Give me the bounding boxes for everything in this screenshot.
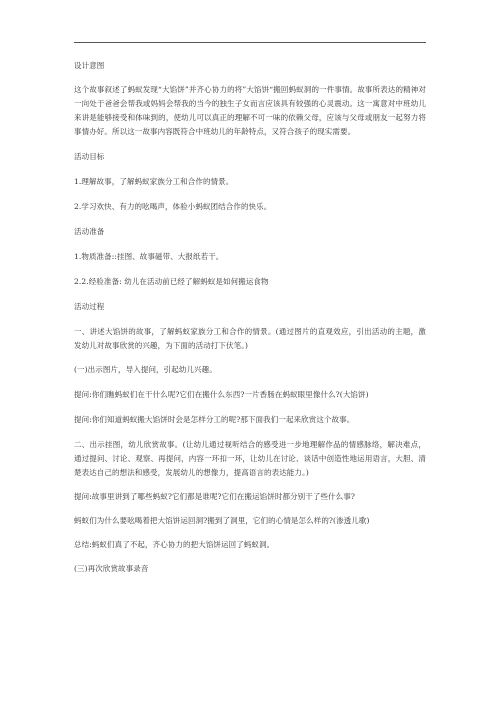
step-1a: (一)出示图片，导入提问，引起幼儿兴趣。 [74,365,217,374]
goal-item-1: 1.理解故事，了解蚂蚁家族分工和合作的情景。 [74,177,234,186]
section-title-goals: 活动目标 [74,152,105,161]
section-title-process: 活动过程 [74,302,105,311]
step-3: (三)再次欣赏故事录音 [74,564,149,573]
document-body [74,50,426,576]
prep-item-1: 1.物质准备::挂图、故事磁带、大报纸若干。 [74,252,224,261]
question-3: 提问:故事里讲到了哪些蚂蚁?它们都是谁呢?它们在搬运馅饼时都分别干了些什么事? [74,492,355,501]
section-title-intent: 设计意图 [74,61,105,70]
question-4: 蚂蚁们为什么要吆喝着把大馅饼运回洞?搬到了洞里，它们的心情是怎么样的?(渗透儿歌) [74,516,370,525]
header-rule [74,42,426,43]
question-2: 提问:你们知道蚂蚁搬大馅饼时会是怎样分工的呢?那下面我们一起来欣赏这个故事。 [74,415,355,424]
question-1: 提问:你们瞧蚂蚁们在干什么呢?它们在搬什么东西?一片香肠在蚂蚁眼里像什么?(大馅饼) [74,390,369,399]
paragraph-intent: 这个故事叙述了蚂蚁发现“大馅饼”并齐心协力的将”大馅饼“搬回蚂蚁洞的一件事情。故事所表达的精神对一向处于爸爸会帮我或妈妈会帮我的当今的独生子女而言应该具有较强的心灵震动。这一寓意对中班幼儿来讲是能够接受和体味到的，使幼儿可以真正的理解不可一味的依赖父母，应该与父母或朋友一起努力将事情办好。所以这一故事内容既符合中班幼儿的年龄特点，又符合孩子的现实需要。 [74,85,426,136]
section-title-prep: 活动准备 [74,227,105,236]
prep-item-2: 2.2.经验准备: 幼儿在活动前已经了解蚂蚁是如何搬运食物 [74,277,269,286]
step-2: 二、出示挂图，幼儿欣赏故事。(让幼儿通过视听结合的感受进一步地理解作品的情感脉络，解决难点，通过提问、讨论、观察、再提问，内容一环扣一环，让幼儿在讨论、谈话中创造性地运用语言，大胆、清楚表达自己的想法和感受，发展幼儿的想像力，提高语言的表达能力。) [74,440,426,477]
summary: 总结:蚂蚁们真了不起，齐心协力的把大馅饼运回了蚂蚁洞。 [74,540,275,549]
step-1: 一、讲述大馅饼的故事，了解蚂蚁家族分工和合作的情景。(通过图片的直观效应，引出活动的主题，激发幼儿对故事欣赏的兴趣，为下面的活动打下伏笔。) [74,327,426,350]
goal-item-2: 2.学习欢快、有力的吆喝声，体验小蚂蚁团结合作的快乐。 [74,202,272,211]
